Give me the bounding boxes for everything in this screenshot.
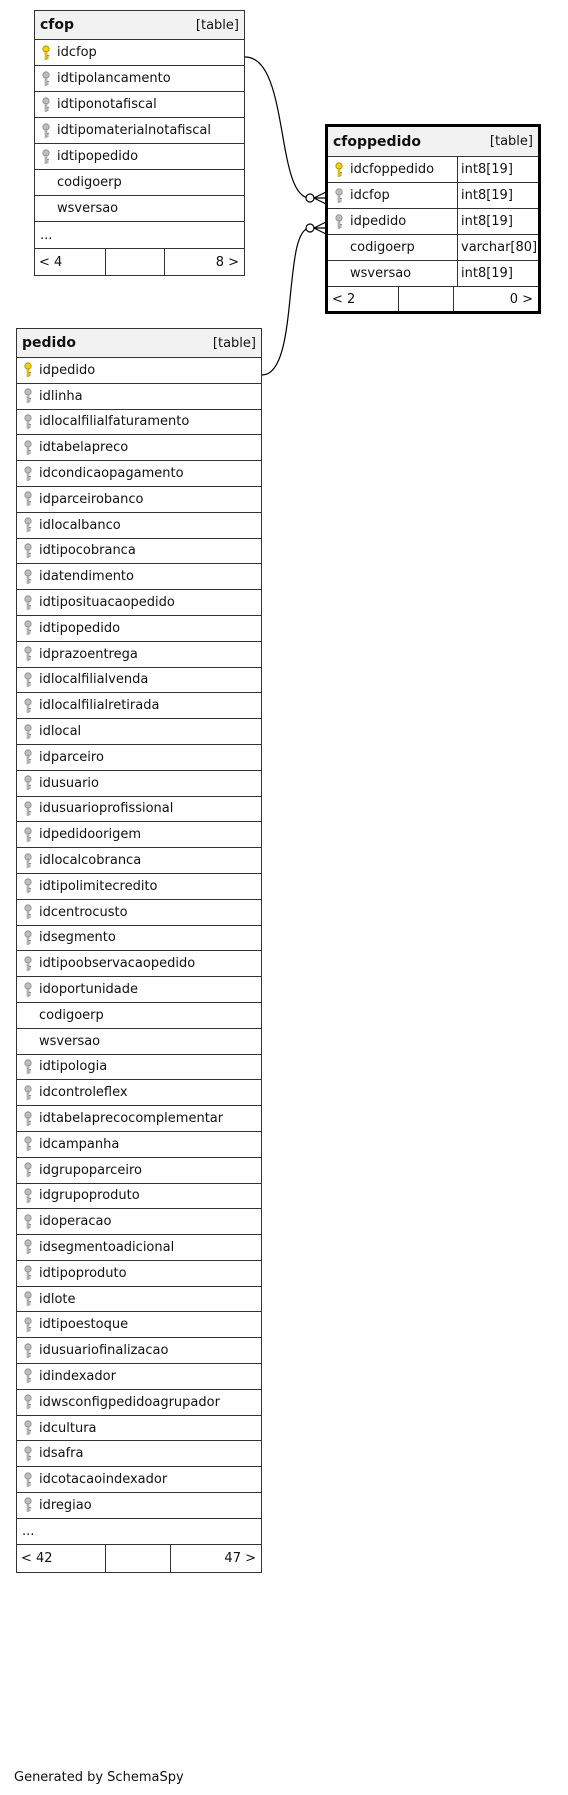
column-row[interactable] [17,693,261,719]
foreign-key-icon [23,1059,33,1075]
column-name: idtipoproduto [39,1265,127,1281]
column-name: idoperacao [39,1214,112,1230]
column-row[interactable] [17,1132,261,1158]
primary-key-icon [23,362,33,378]
column-name-cell [17,539,261,564]
optional-circle-marker [306,224,314,232]
column-row[interactable] [35,118,244,144]
foreign-key-icon [23,543,33,559]
column-row[interactable] [17,1416,261,1442]
foreign-key-icon [334,188,344,204]
column-row[interactable] [35,170,244,196]
foreign-key-icon [23,1394,33,1410]
column-name-cell [17,564,261,589]
foreign-key-icon [23,440,33,456]
column-name: wsversao [57,201,119,216]
column-row[interactable] [17,848,261,874]
foreign-key-icon [41,97,51,113]
column-row[interactable] [17,745,261,771]
column-name-cell [328,235,457,260]
table-header [35,11,244,40]
column-name: idtipopedido [39,620,121,636]
table-footer [35,249,244,275]
foreign-key-icon [23,801,33,817]
column-name-cell [17,513,261,538]
column-row[interactable] [17,1441,261,1467]
column-name: idlocal [39,724,82,740]
foreign-key-icon [23,1265,33,1281]
foreign-key-icon [23,1317,33,1333]
column-row[interactable] [35,144,244,170]
column-name: idpedido [39,362,96,378]
foreign-key-icon [23,853,33,869]
column-name-cell [35,144,244,169]
table-footer [17,1545,261,1572]
foreign-key-icon [23,724,33,740]
primary-key-icon [334,162,344,178]
column-row[interactable] [35,40,244,66]
column-name: idlote [39,1291,76,1307]
column-name: idcotacaoindexador [39,1472,168,1488]
column-row[interactable] [17,1235,261,1261]
column-name-cell [17,1132,261,1157]
column-name-cell [17,1055,261,1080]
foreign-key-icon [23,1188,33,1204]
column-name: idtipomaterialnotafiscal [57,123,211,138]
column-name: idtipolancamento [57,71,171,86]
more-columns-row [35,222,244,249]
column-row[interactable] [17,900,261,926]
table-cfoppedido[interactable] [325,124,541,314]
column-name: idtabelapreco [39,440,129,456]
column-name-cell [35,66,244,91]
column-row[interactable] [17,461,261,487]
foreign-key-icon [23,646,33,662]
foreign-key-icon [23,569,33,585]
column-name-cell [17,926,261,951]
column-row[interactable] [328,261,538,287]
column-row[interactable] [17,1287,261,1313]
column-name-cell [17,590,261,615]
column-name: idtipoobservacaopedido [39,956,196,972]
column-row[interactable] [17,564,261,590]
column-row[interactable] [17,797,261,823]
column-row[interactable] [328,183,538,209]
column-name: idcentrocusto [39,904,128,920]
column-name: idoportunidade [39,982,139,998]
column-name: idregiao [39,1497,92,1513]
column-name: idparceirobanco [39,491,144,507]
column-name-cell [17,719,261,744]
column-row[interactable] [17,822,261,848]
column-name: idlocalfilialfaturamento [39,414,190,430]
column-type: int8[19] [457,157,538,182]
footer-spacer [105,249,165,275]
foreign-key-icon [23,1239,33,1255]
children-link[interactable]: 8 > [215,254,239,270]
column-name: idtipocobranca [39,543,136,559]
column-name-cell [17,1338,261,1363]
table-pedido[interactable] [16,328,262,1573]
column-name: codigoerp [350,240,415,255]
column-row[interactable] [17,487,261,513]
column-row[interactable] [17,771,261,797]
column-name-cell [17,874,261,899]
foreign-key-icon [334,214,344,230]
column-name-cell [17,1158,261,1183]
relationship-pedido-to-cfoppedido [262,228,310,375]
column-name-cell [35,118,244,143]
column-type: int8[19] [457,209,538,234]
column-name-cell [17,358,261,383]
column-name: idcampanha [39,1136,120,1152]
column-row[interactable] [17,642,261,668]
foreign-key-icon [23,749,33,765]
column-name: idsafra [39,1446,84,1462]
foreign-key-icon [23,878,33,894]
column-name-cell [17,1390,261,1415]
table-type-label: [table] [489,134,533,149]
column-name: idlinha [39,388,83,404]
foreign-key-icon [23,775,33,791]
more-columns-row [17,1519,261,1545]
column-row[interactable] [35,196,244,222]
column-name: idtipoestoque [39,1317,129,1333]
column-row[interactable] [17,874,261,900]
column-name-cell [17,1261,261,1286]
column-row[interactable] [17,1467,261,1493]
more-columns-ellipsis: ... [40,227,53,243]
table-footer [328,287,538,311]
foreign-key-icon [23,904,33,920]
column-row[interactable] [17,539,261,565]
column-name: codigoerp [57,175,122,190]
column-name: idwsconfigpedidoagrupador [39,1394,220,1410]
column-type: int8[19] [457,261,538,286]
column-name-cell [17,771,261,796]
foreign-key-icon [23,930,33,946]
column-name: idcontroleflex [39,1085,128,1101]
foreign-key-icon [23,982,33,998]
column-name-cell [328,157,457,182]
foreign-key-icon [41,123,51,139]
column-name-cell [17,642,261,667]
column-name: idusuario [39,775,99,791]
column-row[interactable] [35,66,244,92]
column-name-cell [17,1184,261,1209]
column-row[interactable] [17,1364,261,1390]
column-name: idlocalcobranca [39,853,142,869]
column-name-cell [17,951,261,976]
column-name: idsegmentoadicional [39,1239,175,1255]
column-row[interactable] [17,513,261,539]
foreign-key-icon [41,149,51,165]
table-name[interactable]: cfop [40,17,75,33]
column-name-cell [17,1029,261,1054]
foreign-key-icon [41,71,51,87]
column-name: idgrupoproduto [39,1188,140,1204]
table-type-label: [table] [212,335,256,351]
column-name-cell [328,261,457,286]
foreign-key-icon [23,491,33,507]
column-name: idlocalfilialretirada [39,698,160,714]
column-name-cell [17,1287,261,1312]
column-row[interactable] [328,209,538,235]
column-row[interactable] [17,668,261,694]
footer-spacer [398,287,454,311]
column-row[interactable] [17,1158,261,1184]
foreign-key-icon [23,1214,33,1230]
column-name: idatendimento [39,569,134,585]
children-link[interactable]: 0 > [509,291,533,307]
foreign-key-icon [23,1162,33,1178]
column-name-cell [35,170,244,195]
column-name: idcfop [350,188,390,203]
table-name[interactable]: pedido [22,335,76,351]
column-name: idcfop [57,45,97,60]
more-columns-ellipsis: ... [22,1523,35,1539]
column-name: idprazoentrega [39,646,138,662]
foreign-key-icon [23,1446,33,1462]
foreign-key-icon [23,414,33,430]
column-row[interactable] [17,1003,261,1029]
foreign-key-icon [23,1497,33,1513]
foreign-key-icon [23,466,33,482]
column-row[interactable] [17,1493,261,1519]
column-row[interactable] [35,92,244,118]
footer-spacer [105,1545,171,1572]
foreign-key-icon [23,956,33,972]
column-row[interactable] [17,1390,261,1416]
parents-link[interactable]: < 42 [21,1550,53,1566]
column-name: idtabelaprecocomplementar [39,1111,224,1126]
relationship-cfop-to-cfoppedido [245,57,310,198]
column-name: idtipolimitecredito [39,878,158,894]
column-name: idcultura [39,1420,97,1436]
column-name: idindexador [39,1368,116,1384]
column-type: int8[19] [457,183,538,208]
column-name: idpedidoorigem [39,827,142,843]
column-row[interactable] [17,435,261,461]
column-row[interactable] [17,1080,261,1106]
column-name-cell [17,1364,261,1389]
generated-by-credit: Generated by SchemaSpy [14,1770,184,1785]
column-row[interactable] [328,235,538,261]
column-name-cell [17,1080,261,1105]
column-name: wsversao [350,266,412,281]
column-name-cell [35,40,244,65]
column-name: idusuariofinalizacao [39,1343,169,1359]
column-name-cell [35,196,244,221]
column-name-cell [17,693,261,718]
foreign-key-icon [23,1472,33,1488]
column-row[interactable] [17,719,261,745]
column-name-cell [17,616,261,641]
column-name-cell [17,1312,261,1337]
column-name-cell [17,1441,261,1466]
foreign-key-icon [23,1136,33,1152]
column-row[interactable] [17,1312,261,1338]
foreign-key-icon [23,1420,33,1436]
column-row[interactable] [17,1055,261,1081]
column-name: idparceiro [39,749,104,765]
column-row[interactable] [328,157,538,183]
column-row[interactable] [17,590,261,616]
column-row[interactable] [17,1184,261,1210]
column-name-cell [17,435,261,460]
parents-link[interactable]: < 2 [332,291,356,307]
table-cfop[interactable] [34,10,245,276]
table-header [17,329,261,358]
column-name-cell [17,668,261,693]
foreign-key-icon [23,827,33,843]
foreign-key-icon [23,1111,33,1127]
table-type-label: [table] [195,17,239,33]
parents-link[interactable]: < 4 [39,254,63,270]
foreign-key-icon [23,595,33,611]
foreign-key-icon [23,1291,33,1307]
column-name-cell [17,900,261,925]
column-name: wsversao [39,1033,101,1049]
foreign-key-icon [23,1368,33,1384]
foreign-key-icon [23,620,33,636]
column-name-cell [17,848,261,873]
column-name-cell [17,797,261,822]
column-row[interactable] [17,384,261,410]
column-name: codigoerp [39,1007,104,1023]
column-row[interactable] [17,951,261,977]
column-name-cell [17,1106,261,1131]
column-row[interactable] [17,1261,261,1287]
column-name: idcfoppedido [350,162,435,177]
foreign-key-icon [23,672,33,688]
column-name-cell [17,1003,261,1028]
column-name: idtiponotafiscal [57,97,157,112]
column-type: varchar[80] [457,235,538,260]
column-name-cell [17,1416,261,1441]
column-name-cell [17,822,261,847]
foreign-key-icon [23,698,33,714]
column-name: idlocalbanco [39,517,121,533]
foreign-key-icon [23,1343,33,1359]
column-name-cell [17,1493,261,1518]
column-name: idlocalfilialvenda [39,672,149,688]
column-name-cell [328,183,457,208]
children-link[interactable]: 47 > [224,1550,256,1566]
column-row[interactable] [17,926,261,952]
column-name-cell [17,384,261,409]
column-name-cell [17,745,261,770]
column-row[interactable] [17,1338,261,1364]
column-name-cell [17,1235,261,1260]
column-name-cell [328,209,457,234]
foreign-key-icon [23,517,33,533]
column-name-cell [17,1467,261,1492]
column-row[interactable] [17,410,261,436]
optional-circle-marker [306,194,314,202]
column-name: idusuarioprofissional [39,801,174,817]
foreign-key-icon [23,388,33,404]
column-row[interactable] [17,1029,261,1055]
column-name: idpedido [350,214,407,229]
column-name-cell [17,461,261,486]
column-name-cell [35,92,244,117]
column-name: idtipopedido [57,149,139,164]
column-row[interactable] [17,977,261,1003]
column-row[interactable] [17,1106,261,1132]
column-row[interactable] [17,616,261,642]
column-name: idtipologia [39,1059,108,1075]
column-name-cell [17,977,261,1002]
foreign-key-icon [23,1085,33,1101]
column-name: idsegmento [39,930,116,946]
table-name[interactable]: cfoppedido [333,133,422,150]
column-name-cell [17,1209,261,1234]
primary-key-icon [41,45,51,61]
column-name: idgrupoparceiro [39,1162,142,1178]
table-header [328,127,538,157]
column-row[interactable] [17,358,261,384]
column-name: idtiposituacaopedido [39,595,175,611]
column-name: idcondicaopagamento [39,466,184,482]
column-row[interactable] [17,1209,261,1235]
column-name-cell [17,410,261,435]
column-name-cell [17,487,261,512]
